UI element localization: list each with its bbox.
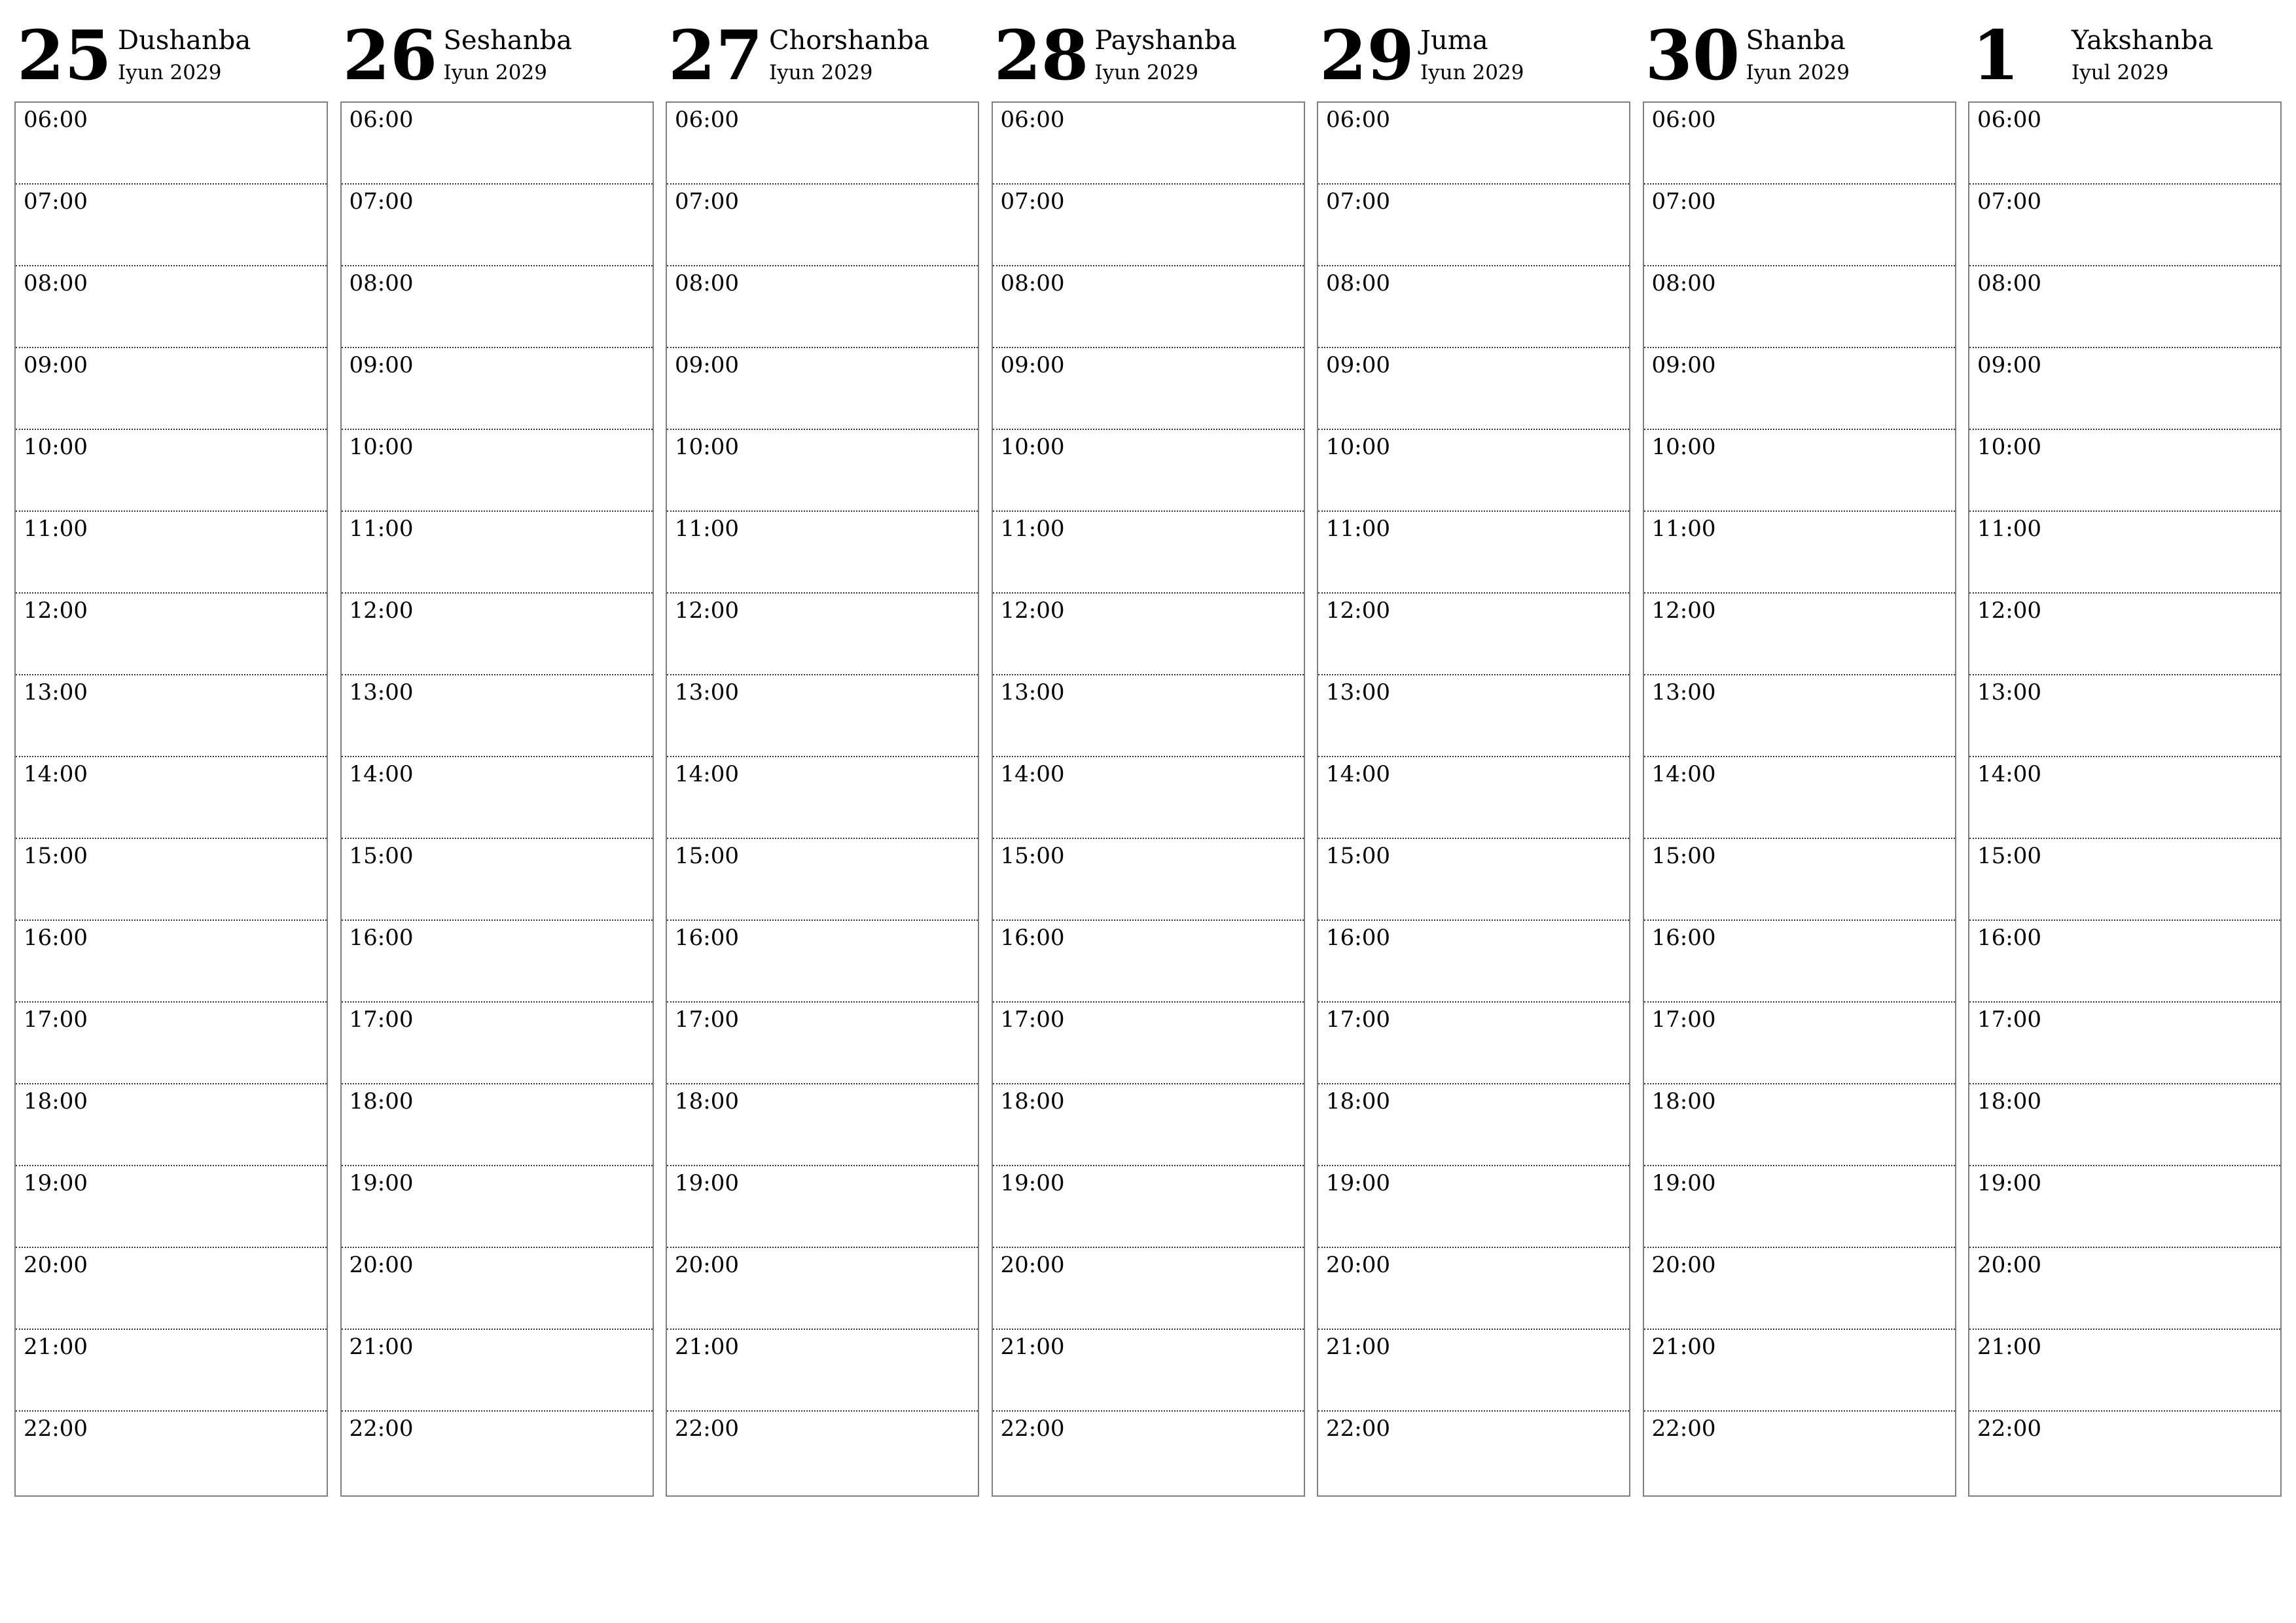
hour-label: 19:00: [349, 1170, 414, 1196]
hour-label: 18:00: [1651, 1088, 1716, 1115]
hour-label: 14:00: [349, 761, 414, 787]
hour-slot[interactable]: [16, 1084, 327, 1166]
hour-label: 20:00: [349, 1252, 414, 1278]
hour-slot[interactable]: [1969, 1412, 2280, 1493]
hour-slot[interactable]: [1969, 594, 2280, 675]
hours-box: [1968, 101, 2282, 1497]
hour-label: 18:00: [349, 1088, 414, 1115]
hour-label: 08:00: [1326, 270, 1390, 296]
hour-label: 09:00: [24, 352, 88, 378]
hours-box: [992, 101, 1305, 1497]
hour-label: 12:00: [1326, 597, 1390, 624]
hour-label: 06:00: [1977, 107, 2041, 133]
day-number: 27: [668, 15, 763, 96]
hour-label: 22:00: [1977, 1416, 2041, 1442]
hour-label: 10:00: [1000, 434, 1065, 460]
hour-label: 13:00: [1000, 679, 1065, 705]
hour-label: 22:00: [1000, 1416, 1065, 1442]
day-header: [1643, 0, 1956, 101]
hour-slot[interactable]: [342, 594, 653, 675]
hour-label: 19:00: [24, 1170, 88, 1196]
hour-label: 22:00: [349, 1416, 414, 1442]
hour-label: 10:00: [675, 434, 739, 460]
hour-slot[interactable]: [667, 757, 978, 839]
hour-slot[interactable]: [1644, 348, 1955, 430]
day-month: Iyun 2029: [443, 61, 547, 84]
hour-slot[interactable]: [993, 103, 1304, 185]
hour-slot[interactable]: [1969, 348, 2280, 430]
hour-slot[interactable]: [1318, 921, 1629, 1003]
hour-slot[interactable]: [993, 594, 1304, 675]
hour-label: 14:00: [1651, 761, 1716, 787]
hour-slot[interactable]: [1318, 430, 1629, 512]
day-header: [992, 0, 1305, 101]
hour-slot[interactable]: [667, 1248, 978, 1330]
hour-slot[interactable]: [667, 839, 978, 921]
hour-label: 22:00: [1326, 1416, 1390, 1442]
hour-slot[interactable]: [1644, 1412, 1955, 1493]
hour-label: 07:00: [349, 188, 414, 215]
hour-slot[interactable]: [1969, 675, 2280, 757]
hour-slot[interactable]: [667, 1003, 978, 1084]
hour-slot[interactable]: [1644, 921, 1955, 1003]
day-number: 26: [342, 15, 438, 96]
hour-label: 11:00: [1000, 516, 1065, 542]
hour-label: 14:00: [675, 761, 739, 787]
day-month: Iyun 2029: [118, 61, 222, 84]
hour-label: 16:00: [349, 925, 414, 951]
hour-slot[interactable]: [16, 1166, 327, 1248]
hour-label: 12:00: [1000, 597, 1065, 624]
hour-label: 09:00: [1326, 352, 1390, 378]
hour-slot[interactable]: [993, 348, 1304, 430]
hour-label: 15:00: [675, 843, 739, 869]
hour-slot[interactable]: [993, 1248, 1304, 1330]
day-month: Iyul 2029: [2072, 61, 2169, 84]
day-name: Dushanba: [118, 26, 251, 56]
hour-slot[interactable]: [1318, 266, 1629, 348]
day-month: Iyun 2029: [1094, 61, 1198, 84]
hour-slot[interactable]: [1318, 757, 1629, 839]
hour-label: 13:00: [24, 679, 88, 705]
hour-slot[interactable]: [1644, 1330, 1955, 1412]
hour-label: 15:00: [349, 843, 414, 869]
hour-label: 06:00: [675, 107, 739, 133]
day-month: Iyun 2029: [769, 61, 873, 84]
hour-slot[interactable]: [993, 1166, 1304, 1248]
hour-slot[interactable]: [1969, 1084, 2280, 1166]
hour-label: 13:00: [349, 679, 414, 705]
hour-label: 07:00: [1000, 188, 1065, 215]
hour-label: 09:00: [1977, 352, 2041, 378]
hour-label: 08:00: [1651, 270, 1716, 296]
hour-slot[interactable]: [342, 675, 653, 757]
hour-slot[interactable]: [993, 512, 1304, 594]
hour-label: 09:00: [349, 352, 414, 378]
hour-label: 07:00: [1651, 188, 1716, 215]
hour-slot[interactable]: [16, 266, 327, 348]
hour-label: 08:00: [24, 270, 88, 296]
hour-slot[interactable]: [667, 1412, 978, 1493]
hour-label: 12:00: [349, 597, 414, 624]
hour-slot[interactable]: [667, 348, 978, 430]
day-name: Shanba: [1746, 26, 1846, 56]
hour-label: 19:00: [1651, 1170, 1716, 1196]
day-number: 29: [1319, 15, 1414, 96]
day-column: [1643, 0, 1956, 1442]
hours-box: [14, 101, 328, 1497]
hour-label: 14:00: [1000, 761, 1065, 787]
hour-label: 14:00: [24, 761, 88, 787]
hour-slot[interactable]: [1318, 594, 1629, 675]
hour-slot[interactable]: [342, 348, 653, 430]
hour-slot[interactable]: [16, 430, 327, 512]
hour-label: 06:00: [1326, 107, 1390, 133]
hour-slot[interactable]: [993, 839, 1304, 921]
hour-slot[interactable]: [1318, 1412, 1629, 1493]
hour-label: 06:00: [1000, 107, 1065, 133]
hour-label: 18:00: [1977, 1088, 2041, 1115]
hour-label: 16:00: [1977, 925, 2041, 951]
hour-label: 20:00: [1326, 1252, 1390, 1278]
hour-label: 17:00: [1651, 1007, 1716, 1033]
hour-slot[interactable]: [1644, 185, 1955, 266]
day-column: [14, 0, 328, 1442]
hour-slot[interactable]: [342, 1166, 653, 1248]
hour-slot[interactable]: [342, 1003, 653, 1084]
day-column: [992, 0, 1305, 1442]
hour-label: 12:00: [1651, 597, 1716, 624]
day-name: Yakshanba: [2072, 26, 2214, 56]
hour-label: 08:00: [349, 270, 414, 296]
hour-label: 09:00: [1000, 352, 1065, 378]
hour-label: 13:00: [1326, 679, 1390, 705]
hour-label: 20:00: [1651, 1252, 1716, 1278]
hour-slot[interactable]: [993, 675, 1304, 757]
hour-slot[interactable]: [342, 757, 653, 839]
hour-label: 10:00: [349, 434, 414, 460]
hour-slot[interactable]: [16, 675, 327, 757]
hour-label: 22:00: [675, 1416, 739, 1442]
hour-slot[interactable]: [993, 266, 1304, 348]
day-number: 30: [1645, 15, 1740, 96]
hour-label: 21:00: [1651, 1334, 1716, 1360]
hour-slot[interactable]: [342, 1248, 653, 1330]
day-header: [666, 0, 979, 101]
hour-slot[interactable]: [1644, 839, 1955, 921]
hour-label: 12:00: [675, 597, 739, 624]
hour-label: 06:00: [1651, 107, 1716, 133]
hour-label: 21:00: [675, 1334, 739, 1360]
hour-label: 11:00: [349, 516, 414, 542]
hour-slot[interactable]: [16, 921, 327, 1003]
hour-slot[interactable]: [667, 1330, 978, 1412]
hour-slot[interactable]: [342, 1330, 653, 1412]
hour-slot[interactable]: [1644, 757, 1955, 839]
hour-slot[interactable]: [667, 594, 978, 675]
hour-label: 16:00: [24, 925, 88, 951]
hour-label: 21:00: [24, 1334, 88, 1360]
hour-slot[interactable]: [1644, 266, 1955, 348]
hour-slot[interactable]: [1969, 512, 2280, 594]
hour-slot[interactable]: [342, 266, 653, 348]
hour-label: 21:00: [1000, 1334, 1065, 1360]
hour-slot[interactable]: [993, 430, 1304, 512]
day-number: 28: [994, 15, 1089, 96]
hour-slot[interactable]: [667, 185, 978, 266]
hour-slot[interactable]: [667, 1166, 978, 1248]
hour-label: 08:00: [675, 270, 739, 296]
hour-label: 06:00: [24, 107, 88, 133]
hour-label: 08:00: [1977, 270, 2041, 296]
hour-label: 12:00: [1977, 597, 2041, 624]
hour-slot[interactable]: [1969, 839, 2280, 921]
hour-slot[interactable]: [1318, 1166, 1629, 1248]
hour-label: 16:00: [1326, 925, 1390, 951]
hour-slot[interactable]: [1969, 1248, 2280, 1330]
hour-slot[interactable]: [993, 921, 1304, 1003]
hour-label: 15:00: [1000, 843, 1065, 869]
hour-label: 15:00: [24, 843, 88, 869]
hour-slot[interactable]: [993, 185, 1304, 266]
hour-slot[interactable]: [342, 512, 653, 594]
hour-label: 20:00: [24, 1252, 88, 1278]
day-header: [340, 0, 654, 101]
hour-slot[interactable]: [993, 757, 1304, 839]
hour-slot[interactable]: [16, 1003, 327, 1084]
hour-slot[interactable]: [1969, 921, 2280, 1003]
day-column: [1317, 0, 1630, 1442]
day-name: Juma: [1420, 26, 1488, 56]
hour-slot[interactable]: [16, 512, 327, 594]
hour-slot[interactable]: [667, 675, 978, 757]
day-header: [14, 0, 328, 101]
hour-slot[interactable]: [342, 1084, 653, 1166]
hour-label: 19:00: [1000, 1170, 1065, 1196]
hour-slot[interactable]: [667, 103, 978, 185]
hour-slot[interactable]: [1969, 266, 2280, 348]
hour-slot[interactable]: [1644, 594, 1955, 675]
hour-label: 19:00: [1326, 1170, 1390, 1196]
hour-label: 12:00: [24, 597, 88, 624]
hour-label: 16:00: [1000, 925, 1065, 951]
hour-slot[interactable]: [1644, 675, 1955, 757]
hour-label: 17:00: [1326, 1007, 1390, 1033]
hour-slot[interactable]: [16, 103, 327, 185]
hour-label: 15:00: [1651, 843, 1716, 869]
hour-slot[interactable]: [1969, 103, 2280, 185]
hour-slot[interactable]: [1644, 512, 1955, 594]
hour-label: 09:00: [1651, 352, 1716, 378]
hour-slot[interactable]: [1318, 512, 1629, 594]
hour-slot[interactable]: [1644, 1084, 1955, 1166]
hour-label: 15:00: [1326, 843, 1390, 869]
day-name: Payshanba: [1094, 26, 1237, 56]
day-header: [1968, 0, 2282, 101]
hour-label: 17:00: [349, 1007, 414, 1033]
hour-label: 17:00: [24, 1007, 88, 1033]
hour-label: 10:00: [1326, 434, 1390, 460]
hour-label: 19:00: [675, 1170, 739, 1196]
hour-slot[interactable]: [1644, 1166, 1955, 1248]
hour-label: 18:00: [1000, 1088, 1065, 1115]
hour-slot[interactable]: [667, 512, 978, 594]
hour-label: 16:00: [675, 925, 739, 951]
hour-slot[interactable]: [1969, 185, 2280, 266]
hour-slot[interactable]: [667, 921, 978, 1003]
day-column: [1968, 0, 2282, 1442]
hour-label: 14:00: [1326, 761, 1390, 787]
hour-label: 11:00: [24, 516, 88, 542]
hour-slot[interactable]: [1969, 757, 2280, 839]
hours-box: [1317, 101, 1630, 1497]
hour-label: 20:00: [1977, 1252, 2041, 1278]
hour-label: 10:00: [24, 434, 88, 460]
hour-label: 16:00: [1651, 925, 1716, 951]
hour-label: 07:00: [1326, 188, 1390, 215]
day-name: Seshanba: [443, 26, 572, 56]
hour-slot[interactable]: [342, 430, 653, 512]
hour-label: 11:00: [675, 516, 739, 542]
hour-label: 10:00: [1977, 434, 2041, 460]
hour-slot[interactable]: [342, 839, 653, 921]
hour-label: 20:00: [1000, 1252, 1065, 1278]
hour-slot[interactable]: [1318, 1084, 1629, 1166]
hour-slot[interactable]: [342, 1412, 653, 1493]
hour-slot[interactable]: [993, 1412, 1304, 1493]
hour-slot[interactable]: [16, 185, 327, 266]
hour-label: 21:00: [1977, 1334, 2041, 1360]
hour-label: 10:00: [1651, 434, 1716, 460]
day-month: Iyun 2029: [1746, 61, 1850, 84]
hour-slot[interactable]: [342, 103, 653, 185]
hour-slot[interactable]: [16, 594, 327, 675]
day-column: [666, 0, 979, 1442]
hour-slot[interactable]: [16, 1412, 327, 1493]
hour-slot[interactable]: [16, 348, 327, 430]
hour-label: 22:00: [24, 1416, 88, 1442]
hour-label: 11:00: [1651, 516, 1716, 542]
hour-label: 13:00: [1977, 679, 2041, 705]
hour-slot[interactable]: [16, 839, 327, 921]
hour-label: 17:00: [675, 1007, 739, 1033]
hour-slot[interactable]: [1318, 1248, 1629, 1330]
hour-slot[interactable]: [1318, 675, 1629, 757]
hours-box: [1643, 101, 1956, 1497]
hour-label: 19:00: [1977, 1170, 2041, 1196]
hour-slot[interactable]: [993, 1084, 1304, 1166]
hour-slot[interactable]: [1318, 839, 1629, 921]
hour-slot[interactable]: [993, 1003, 1304, 1084]
hour-slot[interactable]: [1644, 1003, 1955, 1084]
hour-label: 08:00: [1000, 270, 1065, 296]
hour-label: 14:00: [1977, 761, 2041, 787]
hour-slot[interactable]: [667, 1084, 978, 1166]
hour-label: 21:00: [349, 1334, 414, 1360]
hour-slot[interactable]: [1318, 185, 1629, 266]
hour-slot[interactable]: [1969, 1003, 2280, 1084]
hour-label: 22:00: [1651, 1416, 1716, 1442]
day-month: Iyun 2029: [1420, 61, 1524, 84]
hour-label: 17:00: [1000, 1007, 1065, 1033]
hour-label: 18:00: [675, 1088, 739, 1115]
day-number: 1: [1972, 15, 2020, 96]
hour-slot[interactable]: [1644, 1248, 1955, 1330]
hour-label: 09:00: [675, 352, 739, 378]
hour-label: 07:00: [675, 188, 739, 215]
hour-slot[interactable]: [16, 1248, 327, 1330]
hour-slot[interactable]: [342, 185, 653, 266]
hour-label: 07:00: [1977, 188, 2041, 215]
hour-slot[interactable]: [16, 1330, 327, 1412]
hour-slot[interactable]: [667, 430, 978, 512]
hour-label: 21:00: [1326, 1334, 1390, 1360]
hour-label: 18:00: [1326, 1088, 1390, 1115]
hour-label: 17:00: [1977, 1007, 2041, 1033]
hour-label: 11:00: [1326, 516, 1390, 542]
hour-label: 15:00: [1977, 843, 2041, 869]
hour-slot[interactable]: [1318, 1330, 1629, 1412]
hour-slot[interactable]: [1969, 1330, 2280, 1412]
hour-slot[interactable]: [1969, 430, 2280, 512]
hour-slot[interactable]: [1644, 430, 1955, 512]
hour-label: 13:00: [675, 679, 739, 705]
hour-slot[interactable]: [1318, 1003, 1629, 1084]
hours-box: [340, 101, 654, 1497]
hour-slot[interactable]: [667, 266, 978, 348]
hours-box: [666, 101, 979, 1497]
hour-label: 11:00: [1977, 516, 2041, 542]
hour-slot[interactable]: [1969, 1166, 2280, 1248]
day-column: [340, 0, 654, 1442]
hour-slot[interactable]: [993, 1330, 1304, 1412]
day-header: [1317, 0, 1630, 101]
hour-slot[interactable]: [1318, 103, 1629, 185]
hour-label: 18:00: [24, 1088, 88, 1115]
hour-label: 06:00: [349, 107, 414, 133]
day-number: 25: [17, 15, 112, 96]
hour-label: 20:00: [675, 1252, 739, 1278]
hour-slot[interactable]: [1318, 348, 1629, 430]
day-name: Chorshanba: [769, 26, 929, 56]
hour-slot[interactable]: [16, 757, 327, 839]
hour-slot[interactable]: [1644, 103, 1955, 185]
hour-slot[interactable]: [342, 921, 653, 1003]
hour-label: 13:00: [1651, 679, 1716, 705]
hour-label: 07:00: [24, 188, 88, 215]
